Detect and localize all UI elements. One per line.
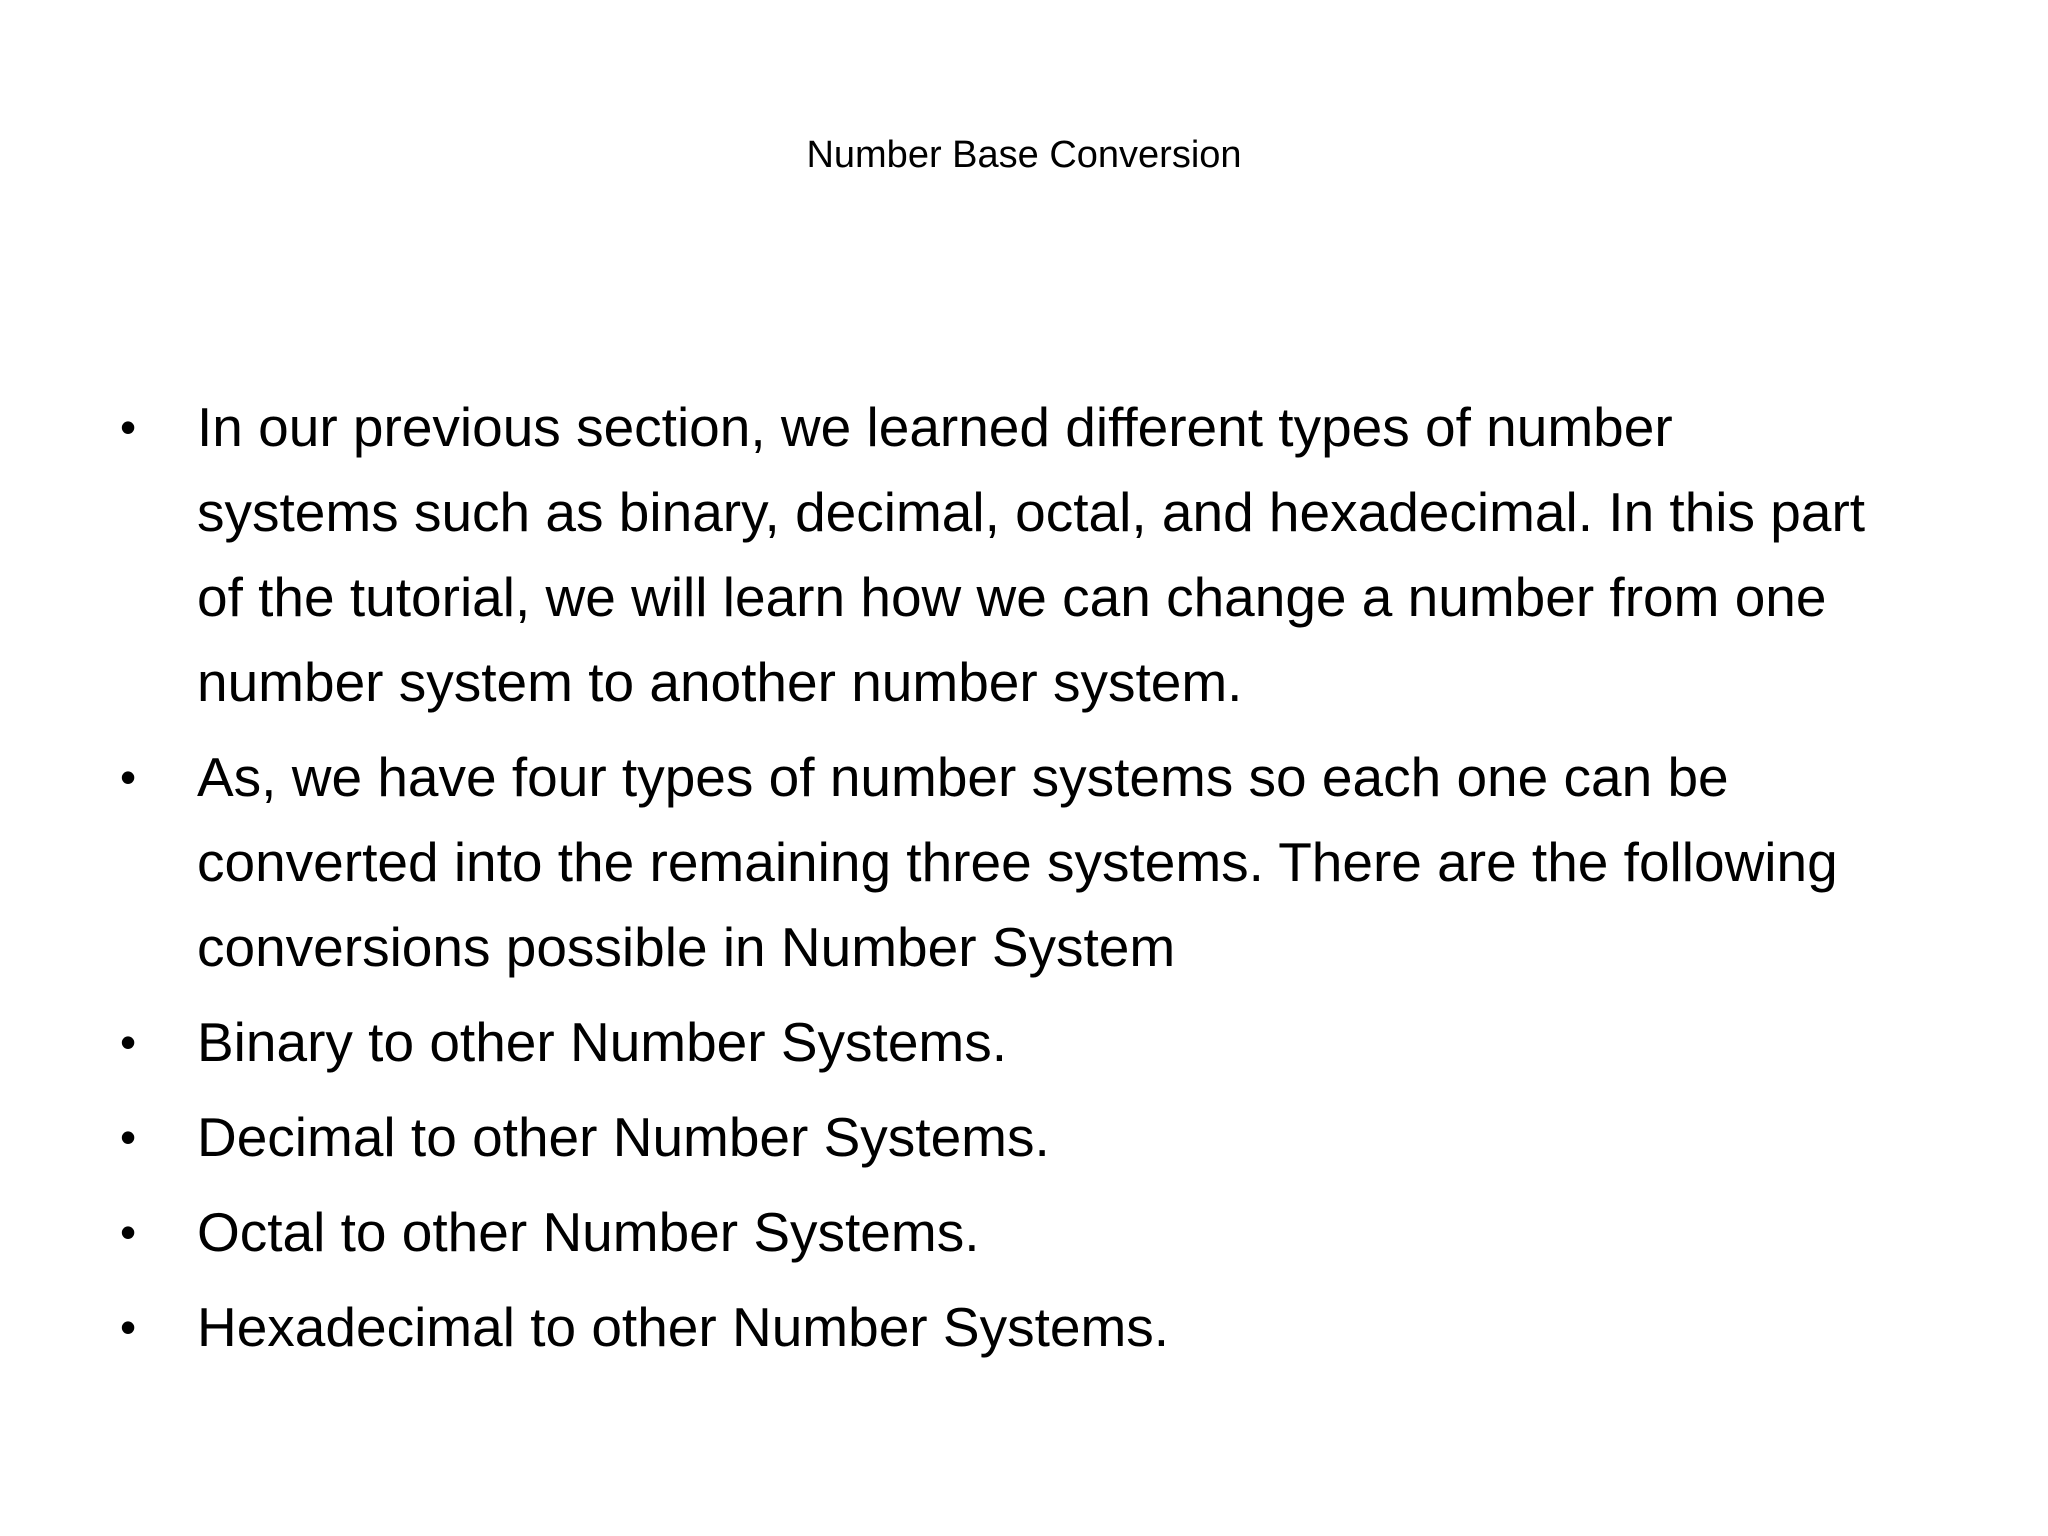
bullet-text: Hexadecimal to other Number Systems.	[197, 1296, 1170, 1358]
list-item	[120, 1285, 1880, 1370]
bullet-icon: •	[120, 751, 137, 803]
list-item	[120, 1190, 1880, 1275]
bullet-icon: •	[120, 1016, 137, 1068]
list-item	[120, 735, 1880, 990]
bullet-text: Binary to other Number Systems.	[197, 1011, 1008, 1073]
bullet-text: Octal to other Number Systems.	[197, 1201, 980, 1263]
bullet-icon: •	[120, 1111, 137, 1163]
list-item	[120, 1095, 1880, 1180]
bullet-icon: •	[120, 1301, 137, 1353]
bullet-text: As, we have four types of number systems so each one can be converted into the remaining three systems. There are the following conversions possible in Number System	[197, 746, 1838, 978]
bullet-text: Decimal to other Number Systems.	[197, 1106, 1050, 1168]
bullet-text: In our previous section, we learned different types of number systems such as binary, decimal, octal, and hexadecimal. In this part of the tutorial, we will learn how we can change a number from one number system to another number system.	[197, 396, 1866, 713]
slide-title: Number Base Conversion	[806, 134, 1242, 176]
bullet-icon: •	[120, 1206, 137, 1258]
list-item	[120, 1000, 1880, 1085]
bullet-list	[120, 385, 1880, 1380]
bullet-icon: •	[120, 401, 137, 453]
list-item	[120, 385, 1880, 725]
